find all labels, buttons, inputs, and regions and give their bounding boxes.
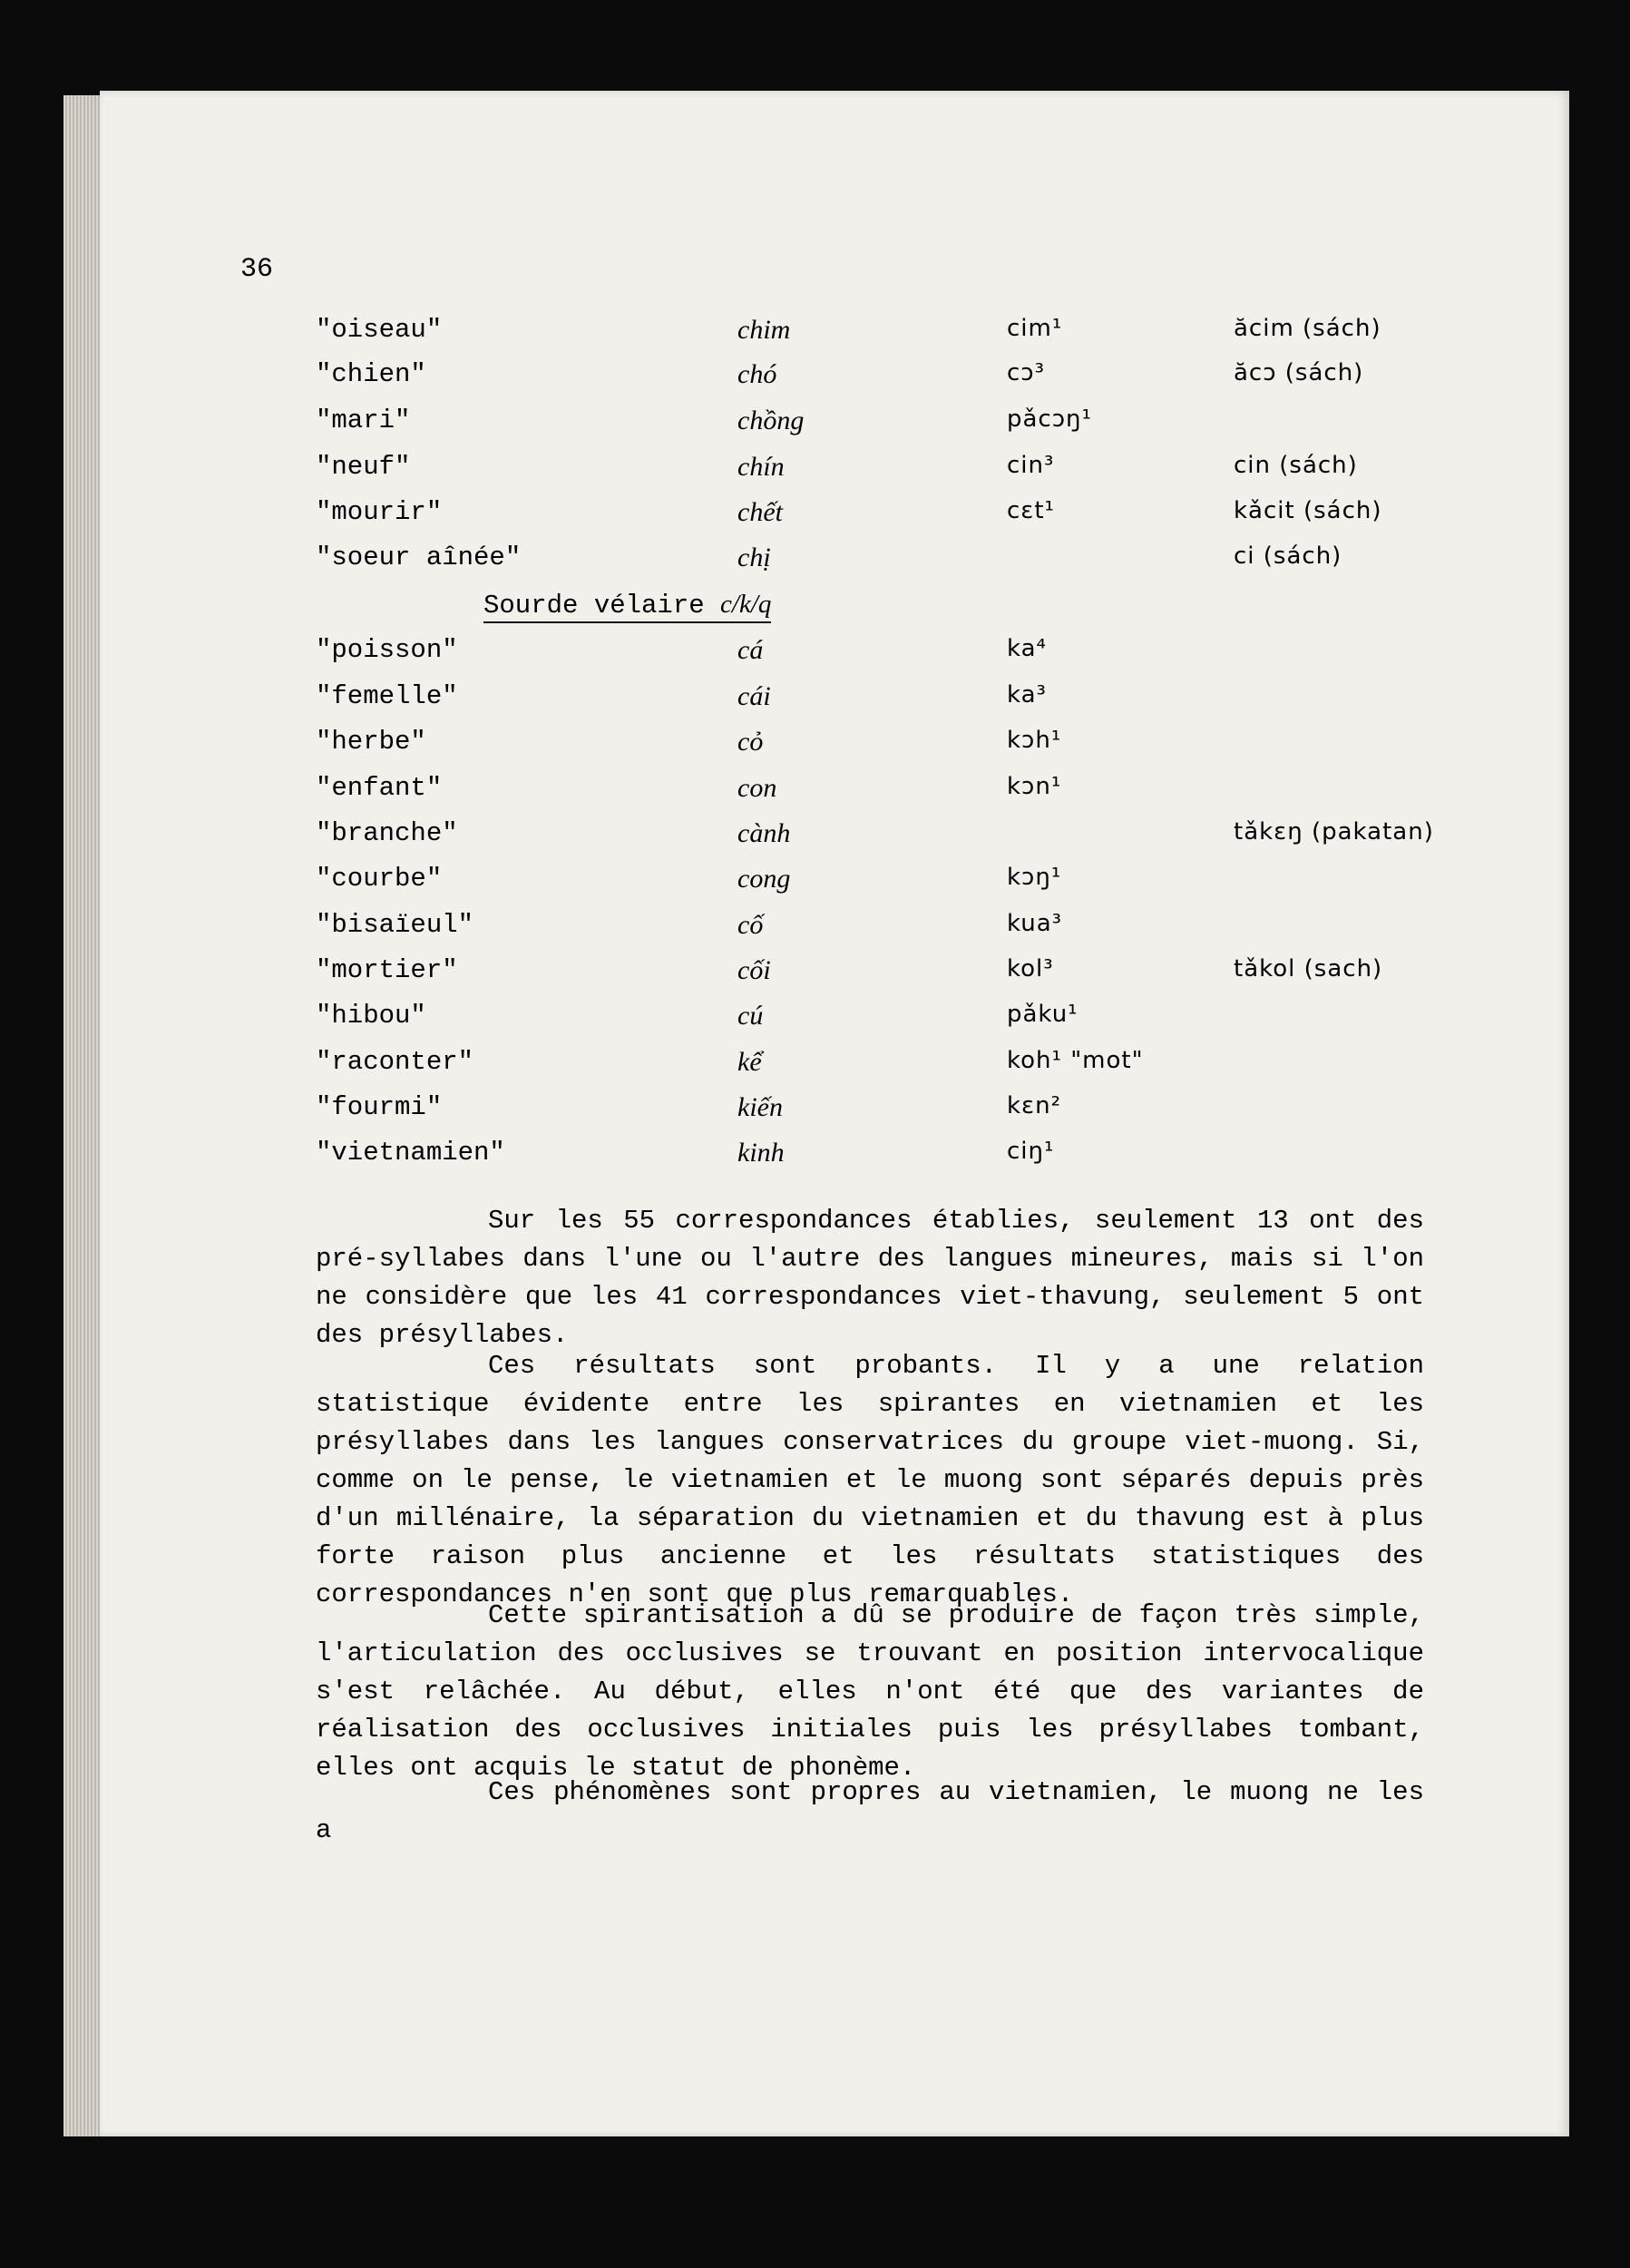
- thavung-word: pǎku¹: [1007, 1001, 1079, 1028]
- thavung-word: kɛn²: [1007, 1092, 1062, 1119]
- heading-italic: c/k/q: [720, 590, 772, 619]
- other-language-word: tǎkɛŋ (pakatan): [1234, 818, 1434, 846]
- vietnamese-word: cố: [737, 910, 764, 940]
- thavung-word: koh¹ "mot": [1007, 1047, 1144, 1074]
- table-row: [316, 910, 1449, 952]
- french-gloss: "vietnamien": [316, 1138, 505, 1168]
- thavung-word: kɔh¹: [1007, 727, 1062, 754]
- thavung-word: ka³: [1007, 681, 1047, 709]
- french-gloss: "oiseau": [316, 315, 443, 345]
- french-gloss: "mari": [316, 406, 411, 435]
- thavung-word: cim¹: [1007, 315, 1063, 342]
- thavung-word: kɔŋ¹: [1007, 864, 1062, 891]
- vietnamese-word: cối: [737, 955, 771, 985]
- french-gloss: "neuf": [316, 452, 411, 482]
- table-row: [316, 543, 1449, 584]
- table-row: [316, 1138, 1449, 1179]
- other-language-word: ci (sách): [1234, 543, 1342, 570]
- table-row: [316, 727, 1449, 768]
- table-row: [316, 497, 1449, 539]
- paragraph: Sur les 55 correspondances établies, seulement 13 ont des pré-syllabes dans l'une ou l'autre des langues mineures, mais si l'on ne considère que les 41 correspondances viet-thavung, seulement 5 ont des présyllabes.: [316, 1206, 1424, 1350]
- page-number: 36: [240, 254, 274, 285]
- french-gloss: "mourir": [316, 497, 443, 527]
- french-gloss: "hibou": [316, 1001, 426, 1031]
- french-gloss: "herbe": [316, 727, 426, 757]
- french-gloss: "fourmi": [316, 1092, 443, 1122]
- vietnamese-word: cong: [737, 864, 791, 894]
- table-row: [316, 955, 1449, 997]
- vietnamese-word: cú: [737, 1001, 764, 1031]
- vietnamese-word: kể: [737, 1047, 762, 1077]
- vietnamese-word: cỏ: [737, 727, 764, 757]
- other-language-word: cin (sách): [1234, 452, 1358, 479]
- vietnamese-word: chị: [737, 543, 771, 572]
- vietnamese-word: cá: [737, 635, 764, 665]
- paragraph: Ces résultats sont probants. Il y a une relation statistique évidente entre les spirantes en vietnamien et les présyllabes dans les langues conservatrices du groupe viet-muong. Si, comme on le pense, le vietnamien et le muong sont séparés depuis près d'un millénaire, la séparation du vietnamien et du thavung est à plus forte raison plus ancienne et les résultats statistiques des correspondances n'en sont que plus remarquables.: [316, 1351, 1424, 1609]
- vietnamese-word: chết: [737, 497, 783, 527]
- table-row: [316, 1001, 1449, 1042]
- french-gloss: "mortier": [316, 955, 458, 985]
- table-row: [316, 773, 1449, 815]
- table-row: [316, 315, 1449, 357]
- french-gloss: "poisson": [316, 635, 458, 665]
- french-gloss: "chien": [316, 359, 426, 389]
- french-gloss: "soeur aînée": [316, 543, 522, 572]
- section-heading: [483, 590, 771, 623]
- french-gloss: "branche": [316, 818, 458, 848]
- vietnamese-word: chồng: [737, 406, 805, 435]
- table-row: [316, 635, 1449, 677]
- french-gloss: "bisaïeul": [316, 910, 474, 940]
- vietnamese-word: kiến: [737, 1092, 783, 1122]
- paragraph: Cette spirantisation a dû se produire de façon très simple, l'articulation des occlusives se trouvant en position intervocalique s'est relâchée. Au début, elles n'ont été que des variantes de réalisation des occlusives initiales puis les présyllabes tombant, elles ont acquis le statut de phonème.: [316, 1600, 1424, 1783]
- french-gloss: "enfant": [316, 773, 443, 803]
- vietnamese-word: cái: [737, 681, 771, 711]
- thavung-word: cɛt¹: [1007, 497, 1055, 524]
- table-row: [316, 1092, 1449, 1134]
- thavung-word: ka⁴: [1007, 635, 1047, 662]
- other-language-word: ăcim (sách): [1234, 315, 1381, 342]
- french-gloss: "femelle": [316, 681, 458, 711]
- table-row: [316, 681, 1449, 723]
- thavung-word: cɔ³: [1007, 359, 1045, 386]
- other-language-word: tǎkol (sach): [1234, 955, 1383, 982]
- table-row: [316, 818, 1449, 860]
- vietnamese-word: cành: [737, 818, 791, 848]
- other-language-word: ăcɔ (sách): [1234, 359, 1364, 386]
- table-row: [316, 452, 1449, 494]
- french-gloss: "raconter": [316, 1047, 474, 1077]
- table-row: [316, 359, 1449, 401]
- thavung-word: ciŋ¹: [1007, 1138, 1055, 1165]
- table-row: [316, 1047, 1449, 1089]
- table-row: [316, 864, 1449, 905]
- table-row: [316, 406, 1449, 447]
- french-gloss: "courbe": [316, 864, 443, 894]
- vietnamese-word: chó: [737, 359, 777, 389]
- thavung-word: pǎcɔŋ¹: [1007, 406, 1092, 433]
- thavung-word: kua³: [1007, 910, 1063, 937]
- vietnamese-word: kinh: [737, 1138, 785, 1168]
- vietnamese-word: chim: [737, 315, 791, 345]
- thavung-word: cin³: [1007, 452, 1055, 479]
- thavung-word: kol³: [1007, 955, 1054, 982]
- vietnamese-word: chín: [737, 452, 785, 482]
- vietnamese-word: con: [737, 773, 777, 803]
- heading-text: Sourde vélaire: [483, 591, 721, 621]
- paragraph: Ces phénomènes sont propres au vietnamien, le muong ne les a: [316, 1777, 1424, 1845]
- thavung-word: kɔn¹: [1007, 773, 1062, 800]
- other-language-word: kǎcit (sách): [1234, 497, 1382, 524]
